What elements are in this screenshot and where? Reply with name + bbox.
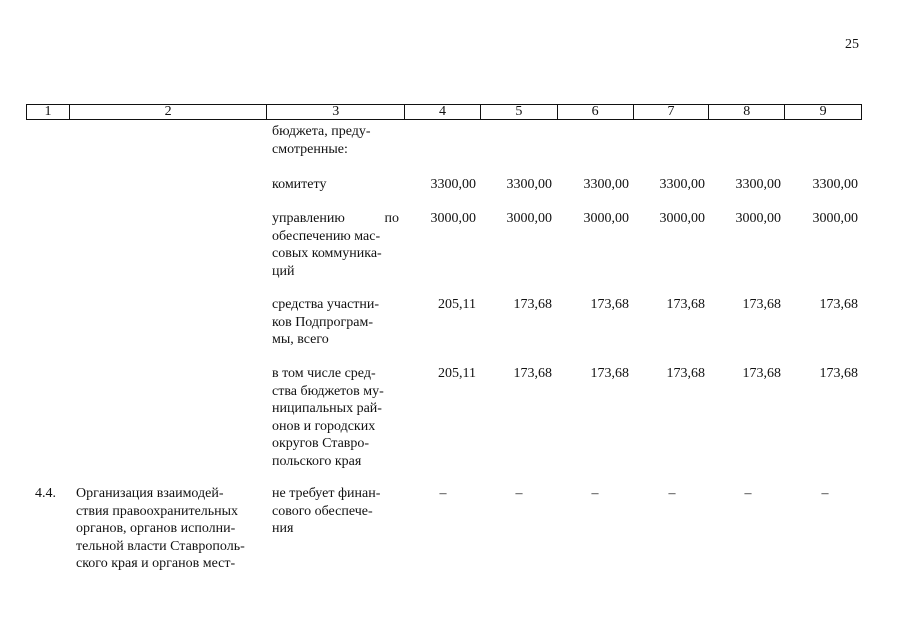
- row-4-col-3-text: в том числе сред- ства бюджетов му- ниципальных рай- онов и городских округов Ставро- польского края: [272, 366, 384, 469]
- header-col-3: 3: [267, 105, 405, 119]
- row-5-col-6: –: [591, 486, 599, 501]
- row-4-col-7: 173,68: [666, 366, 705, 381]
- row-5-col-3-text: не требует финан- сового обеспече- ния: [272, 486, 381, 536]
- header-col-9: 9: [819, 104, 827, 119]
- row-5-col-7: –: [668, 486, 676, 501]
- row-5-col-3: [272, 485, 399, 538]
- row-4-col-4: 205,11: [438, 366, 476, 381]
- row-1-col-8: 3300,00: [735, 177, 781, 192]
- row-1-col-3: [272, 176, 399, 194]
- row-5-col-2: [76, 485, 262, 573]
- row-3-col-3: [272, 296, 399, 349]
- row-4-col-6: 173,68: [590, 366, 629, 381]
- row-4-col-9: 173,68: [819, 366, 858, 381]
- header-col-5: 5: [481, 105, 558, 119]
- header-col-7: 7: [634, 105, 710, 119]
- row-5-col-4: –: [439, 486, 447, 501]
- row-2-col-4: 3000,00: [430, 211, 476, 226]
- row-2-col-6: 3000,00: [583, 211, 629, 226]
- row-1-col-5: 3300,00: [506, 177, 552, 192]
- header-col-2: 2: [70, 105, 268, 119]
- row-5-col-2-text: Организация взаимодей- ствия правоохранительных органов, органов исполни- тельной власти Ставрополь- ского края и органов мест-: [76, 486, 245, 571]
- row-2-col-3: [272, 210, 399, 280]
- row-5-col-9: –: [821, 486, 829, 501]
- table-header-row: [26, 104, 862, 120]
- row-3-col-4: 205,11: [438, 297, 476, 312]
- row-3-col-6: 173,68: [590, 297, 629, 312]
- row-5-col-1: 4.4.: [35, 486, 56, 501]
- header-col-4: 4: [405, 105, 481, 119]
- page-number: 25: [845, 37, 859, 52]
- row-2-col-3-text: управлению по обеспечению мас- совых коммуника- ций: [272, 211, 399, 279]
- row-3-col-8: 173,68: [742, 297, 781, 312]
- row-1-col-3-text: комитету: [272, 177, 327, 192]
- row-0-col-3: [272, 123, 399, 158]
- row-4-col-3: [272, 365, 399, 470]
- row-3-col-9: 173,68: [819, 297, 858, 312]
- row-5-col-8: –: [744, 486, 752, 501]
- row-3-col-3-text: средства участни- ков Подпрограм- мы, всего: [272, 297, 380, 347]
- row-5-col-5: –: [515, 486, 523, 501]
- row-1-col-4: 3300,00: [430, 177, 476, 192]
- row-2-col-8: 3000,00: [735, 211, 781, 226]
- header-col-8: 8: [709, 105, 785, 119]
- header-col-1: 1: [27, 105, 70, 119]
- row-2-col-9: 3000,00: [812, 211, 858, 226]
- row-3-col-7: 173,68: [666, 297, 705, 312]
- row-4-col-8: 173,68: [742, 366, 781, 381]
- row-3-col-5: 173,68: [513, 297, 552, 312]
- row-1-col-7: 3300,00: [659, 177, 705, 192]
- row-1-col-9: 3300,00: [812, 177, 858, 192]
- row-0-col-3-text: бюджета, преду- смотренные:: [272, 124, 371, 157]
- row-4-col-5: 173,68: [513, 366, 552, 381]
- row-2-col-5: 3000,00: [506, 211, 552, 226]
- row-2-col-7: 3000,00: [659, 211, 705, 226]
- header-col-6: 6: [558, 105, 634, 119]
- row-1-col-6: 3300,00: [583, 177, 629, 192]
